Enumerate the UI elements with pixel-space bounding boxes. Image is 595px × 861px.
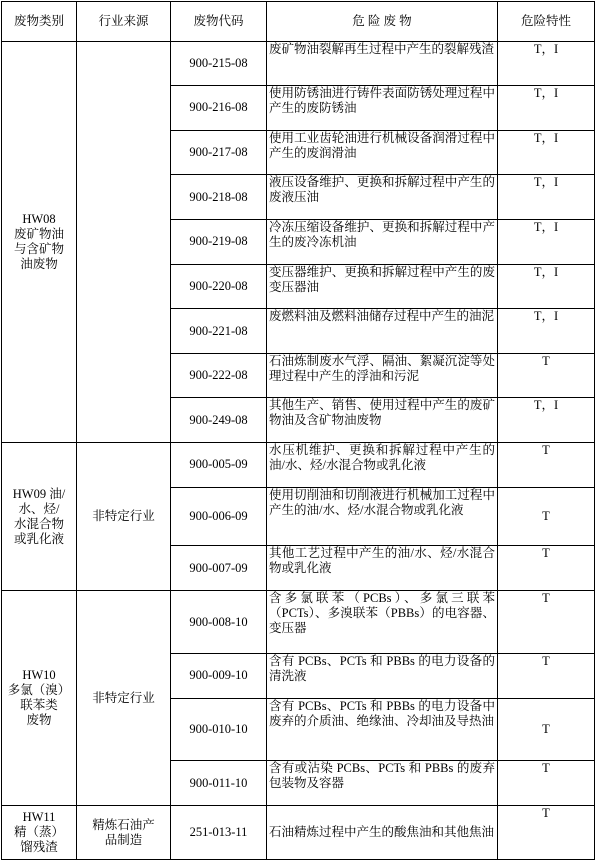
desc-cell: 变压器维护、更换和拆解过程中产生的废变压器油 <box>267 264 498 309</box>
code-cell: 900-007-09 <box>171 546 267 591</box>
category-cell: HW11 精（蒸） 馏残渣 <box>2 806 77 860</box>
hazardous-waste-table <box>1 1 595 860</box>
header-hazard-property: 危险特性 <box>498 2 595 42</box>
header-waste-category: 废物类别 <box>2 2 77 42</box>
code-cell: 900-249-08 <box>171 398 267 443</box>
property-cell: T <box>498 761 595 806</box>
property-cell: T，I <box>498 309 595 354</box>
code-cell: 900-219-08 <box>171 219 267 264</box>
code-cell: 900-220-08 <box>171 264 267 309</box>
code-cell: 251-013-11 <box>171 806 267 860</box>
desc-cell: 使用切削油和切削液进行机械加工过程中产生的油/水、烃/水混合物或乳化液 <box>267 487 498 546</box>
category-cell: HW08 废矿物油 与含矿物 油废物 <box>2 41 77 442</box>
desc-cell: 石油炼制废水气浮、隔油、絮凝沉淀等处理过程中产生的浮油和污泥 <box>267 353 498 398</box>
property-cell: T <box>498 591 595 654</box>
header-waste-code: 废物代码 <box>171 2 267 42</box>
code-cell: 900-009-10 <box>171 653 267 698</box>
desc-cell: 含有 PCBs、PCTs 和 PBBs 的电力设备中废弃的介质油、绝缘油、冷却油及导热油 <box>267 698 498 761</box>
property-cell: T，I <box>498 264 595 309</box>
code-cell: 900-222-08 <box>171 353 267 398</box>
code-cell: 900-221-08 <box>171 309 267 354</box>
desc-cell: 使用工业齿轮油进行机械设备润滑过程中产生的废润滑油 <box>267 130 498 175</box>
source-cell: 非特定行业 <box>77 443 171 591</box>
table-row <box>2 443 595 488</box>
property-cell: T <box>498 653 595 698</box>
code-cell: 900-217-08 <box>171 130 267 175</box>
desc-cell: 废矿物油裂解再生过程中产生的裂解残渣 <box>267 41 498 86</box>
desc-cell: 液压设备维护、更换和拆解过程中产生的废液压油 <box>267 175 498 220</box>
property-cell: T <box>498 443 595 488</box>
code-cell: 900-005-09 <box>171 443 267 488</box>
table-row <box>2 806 595 860</box>
code-cell: 900-008-10 <box>171 591 267 654</box>
property-cell: T <box>498 546 595 591</box>
desc-cell: 废燃料油及燃料油储存过程中产生的油泥 <box>267 309 498 354</box>
property-cell: T，I <box>498 175 595 220</box>
category-cell: HW10 多氯（溴） 联苯类 废物 <box>2 591 77 806</box>
source-cell <box>77 41 171 442</box>
desc-cell: 其他生产、销售、使用过程中产生的废矿物油及含矿物油废物 <box>267 398 498 443</box>
property-cell: T，I <box>498 130 595 175</box>
property-cell: T，I <box>498 219 595 264</box>
desc-cell: 含有 PCBs、PCTs 和 PBBs 的电力设备的清洗液 <box>267 653 498 698</box>
desc-cell: 水压机维护、更换和拆解过程中产生的油/水、烃/水混合物或乳化液 <box>267 443 498 488</box>
property-cell: T，I <box>498 86 595 131</box>
table-row <box>2 591 595 654</box>
desc-cell: 其他工艺过程中产生的油/水、烃/水混合物或乳化液 <box>267 546 498 591</box>
desc-cell: 使用防锈油进行铸件表面防锈处理过程中产生的废防锈油 <box>267 86 498 131</box>
property-cell: T <box>498 806 595 860</box>
property-cell: T，I <box>498 398 595 443</box>
property-cell: T <box>498 487 595 546</box>
header-row <box>2 2 595 42</box>
property-cell: T，I <box>498 41 595 86</box>
desc-cell: 石油精炼过程中产生的酸焦油和其他焦油 <box>267 806 498 860</box>
desc-cell: 含有或沾染 PCBs、PCTs 和 PBBs 的废弃包装物及容器 <box>267 761 498 806</box>
property-cell: T <box>498 353 595 398</box>
source-cell: 精炼石油产 品制造 <box>77 806 171 860</box>
header-industry-source: 行业来源 <box>77 2 171 42</box>
desc-cell: 含多氯联苯（PCBs）、多氯三联苯（PCTs）、多溴联苯（PBBs）的电容器、变压器 <box>267 591 498 654</box>
code-cell: 900-010-10 <box>171 698 267 761</box>
desc-cell: 冷冻压缩设备维护、更换和拆解过程中产生的废冷冻机油 <box>267 219 498 264</box>
code-cell: 900-011-10 <box>171 761 267 806</box>
header-hazardous-waste: 危 险 废 物 <box>267 2 498 42</box>
code-cell: 900-216-08 <box>171 86 267 131</box>
code-cell: 900-006-09 <box>171 487 267 546</box>
code-cell: 900-218-08 <box>171 175 267 220</box>
property-cell: T <box>498 698 595 761</box>
category-cell: HW09 油/ 水、烃/ 水混合物 或乳化液 <box>2 443 77 591</box>
code-cell: 900-215-08 <box>171 41 267 86</box>
source-cell: 非特定行业 <box>77 591 171 806</box>
table-row <box>2 41 595 86</box>
